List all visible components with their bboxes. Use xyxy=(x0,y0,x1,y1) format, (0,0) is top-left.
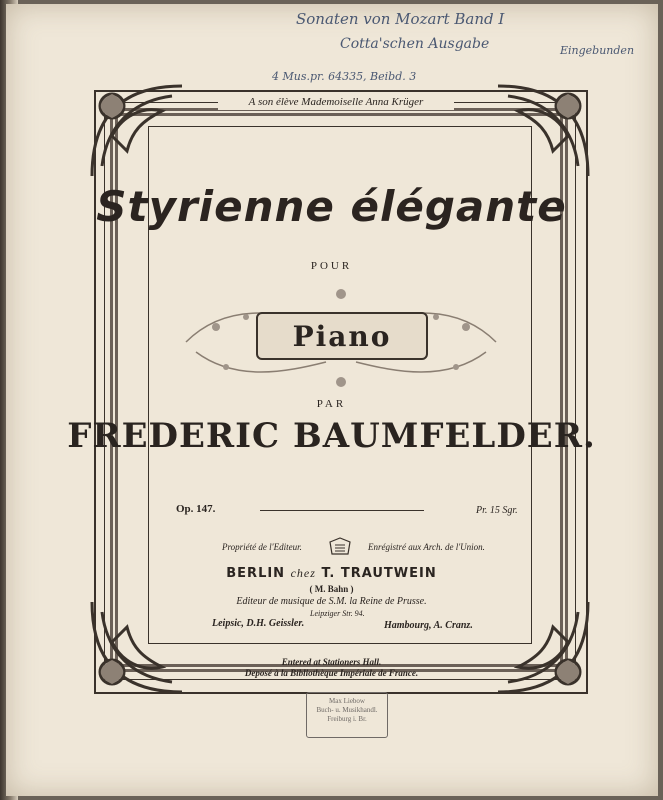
royal-crest-icon xyxy=(327,536,353,556)
entered-note: Entered at Stationers Hall. xyxy=(281,657,382,667)
depose-note: Deposé à la Bibliothèque Impériale de France. xyxy=(244,668,419,678)
publisher-line xyxy=(0,566,663,581)
par-label: PAR xyxy=(316,398,347,410)
divider-rule xyxy=(260,510,424,511)
stamp-line-2: Buch- u. Musikhandl. xyxy=(316,706,378,714)
publisher-sub: ( M. Bahn ) xyxy=(309,584,354,594)
dealer-stamp xyxy=(306,692,388,738)
corner-ornament-top-left xyxy=(82,76,192,186)
corner-ornament-bottom-left xyxy=(82,592,192,702)
handwritten-note-1: Sonaten von Mozart Band I xyxy=(296,10,505,28)
stamp-line-1: Max Liebow xyxy=(329,697,365,705)
price: Pr. 15 Sgr. xyxy=(476,505,518,516)
shelfmark: 4 Mus.pr. 64335, Beibd. 3 xyxy=(272,70,417,83)
publisher-address: Leipziger Str. 94. xyxy=(310,609,365,618)
corner-ornament-bottom-right xyxy=(488,592,598,702)
pour-label: POUR xyxy=(310,260,353,272)
work-title: Styrienne élégante xyxy=(96,182,567,231)
opus-number: Op. 147. xyxy=(176,503,216,515)
stamp-line-3: Freiburg i. Br. xyxy=(327,715,367,723)
publisher-name: T. TRAUTWEIN xyxy=(321,566,437,581)
agent-hambourg: Hambourg, A. Cranz. xyxy=(384,620,473,631)
enregistre-note: Enrégistré aux Arch. de l'Union. xyxy=(368,542,485,552)
composer-name: FREDERIC BAUMFELDER. xyxy=(67,416,596,456)
publisher-editeur: Editeur de musique de S.M. la Reine de Prusse. xyxy=(236,596,427,607)
publisher-chez: chez xyxy=(290,566,316,580)
publisher-city: BERLIN xyxy=(226,566,286,581)
dedication: A son élève Mademoiselle Anna Krüger xyxy=(218,94,454,110)
corner-ornament-top-right xyxy=(488,76,598,186)
handwritten-note-2: Cotta'schen Ausgabe xyxy=(340,36,490,52)
agent-leipsic: Leipsic, D.H. Geissler. xyxy=(212,618,305,629)
propriete-note: Propriété de l'Editeur. xyxy=(222,542,302,552)
instrument-label: Piano xyxy=(292,320,392,353)
handwritten-note-3: Eingebunden xyxy=(560,44,635,57)
